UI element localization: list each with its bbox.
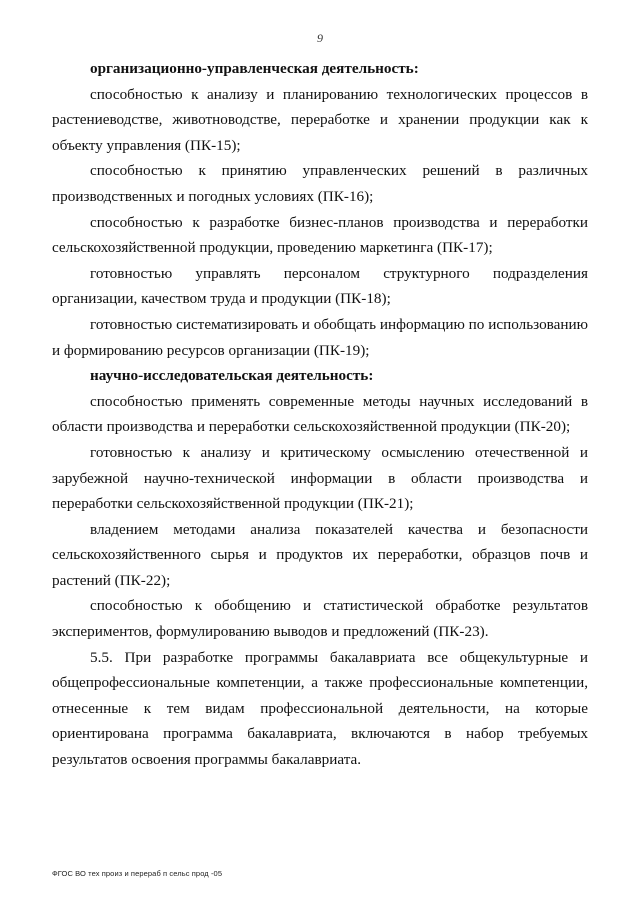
clause-5-5-paragraph: 5.5. При разработке программы бакалавриата все общекультурные и общепрофессиональные компетенции, а также профессиональные компетенции, отнесенные к тем видам профессиональной деятельности, на которые ориентирована программа бакалавриата, включаются в набор требуемых результатов освоения программы бакалавриата. [52,648,588,769]
competency-pk-21: готовностью к анализу и критическому осмыслению отечественной и зарубежной научно-технической информации в области производства и переработки сельскохозяйственной продукции (ПК-21); [52,443,588,513]
page-footer: ФГОС ВО тех произ и перераб п сельс прод -05 [52,869,223,878]
document-body [52,56,588,773]
competency-pk-19: готовностью систематизировать и обобщать информацию по использованию и формированию ресурсов организации (ПК-19); [52,315,588,359]
competency-pk-17: способностью к разработке бизнес-планов производства и переработки сельскохозяйственной продукции, проведению маркетинга (ПК-17); [52,213,588,257]
competency-pk-16: способностью к принятию управленческих решений в различных производственных и погодных условиях (ПК-16); [52,162,588,205]
section-heading-research: научно-исследовательская деятельность: [90,367,374,385]
competency-pk-15: способностью к анализу и планированию технологических процессов в растениеводстве, животноводстве, переработке и хранении продукции как к объекту управления (ПК-15); [52,85,588,154]
competency-pk-22: владением методами анализа показателей качества и безопасности сельскохозяйственного сырья и продуктов их переработки, образцов почв и растений (ПК-22); [52,520,588,589]
page-number: 9 [317,31,323,45]
competency-pk-23: способностью к обобщению и статистической обработке результатов экспериментов, формулированию выводов и предложений (ПК-23). [52,597,588,641]
competency-pk-20: способностью применять современные методы научных исследований в области производства и переработки сельскохозяйственной продукции (ПК-20); [52,392,588,436]
section-heading-management: организационно-управленческая деятельность: [90,60,419,77]
competency-pk-18: готовностью управлять персоналом структурного подразделения организации, качеством труда и продукции (ПК-18); [52,264,588,308]
